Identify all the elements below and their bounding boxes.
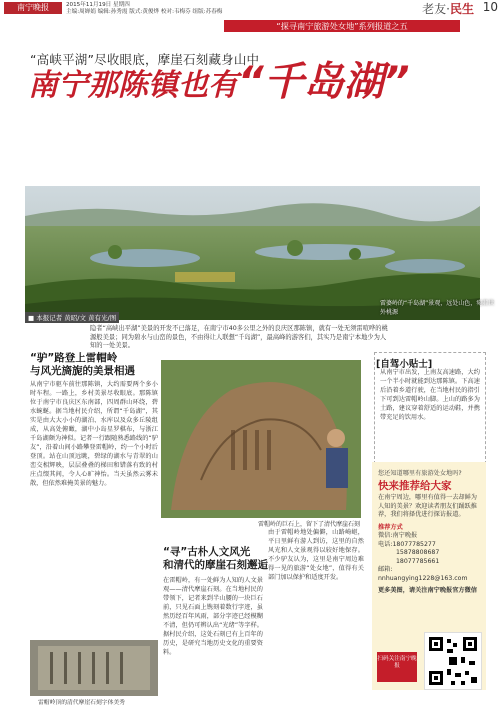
tips-body: 从南宁市出发，上南友高速路，大约一个半小时就能到达那陈镇。下高速后沿着乡道行驶，在当地村民的指引下可到达雷帽岭山脚。上山的路多为土路，建议穿着舒适的运动鞋，并携带充足的饮用水。 xyxy=(380,369,480,421)
stone-carving-photo xyxy=(30,640,158,696)
phone-1: 18077785277 xyxy=(392,540,436,548)
qr-code-graphic xyxy=(425,633,481,689)
section-1-subtitle: 与风光旖旎的美景相遇 xyxy=(30,365,135,377)
series-banner: “探寻南宁旅游处女地”系列报道之五 xyxy=(224,20,460,32)
qr-code-icon xyxy=(424,632,482,690)
section-1-title: “驴”路登上雷帽岭 xyxy=(30,352,118,364)
main-photo-caption: 雷婆岭的“千岛湖”景观，远处山色，宛若世外桃源 xyxy=(380,300,495,316)
section-name: 民生 xyxy=(449,2,474,16)
phone-2: 15878808687 xyxy=(396,549,440,556)
byline: ■ 本报记者 黄昭/文 黄有光/图 xyxy=(25,312,119,323)
recommend-question: 您还知道哪里有旅游处女地吗? xyxy=(378,470,462,477)
phone-3: 18077785661 xyxy=(396,557,440,565)
recommend-weixin: 微信:南宁晚报 xyxy=(378,532,418,539)
rock-inscription-photo xyxy=(161,360,361,518)
stone-illustration xyxy=(30,640,158,696)
tips-title: [自驾小贴士] xyxy=(376,359,433,370)
title-part-1: 南宁那陈镇也有 xyxy=(28,68,238,103)
mail-address: nnhuangying1228@163.com xyxy=(378,574,468,582)
stone-photo-caption: 雷帽岭顶的清代摩崖石刻字体美秀 xyxy=(38,700,125,706)
recommend-phone-row xyxy=(378,541,482,550)
recommend-text: 在南宁周边，哪里有值得一去却鲜为人知的美景？欢迎读者朋友们踊跃推荐，我们将择优进行探访报道。 xyxy=(378,494,477,518)
newspaper-logo: 南宁晚报 xyxy=(4,2,62,14)
qr-label: 扫码关注南宁晚报 xyxy=(377,652,417,682)
page-number: 10 xyxy=(482,0,498,14)
recommend-method-label: 推荐方式 xyxy=(378,523,403,531)
issue-meta: 2015年11月19日 星期四 主编:周婵娟 编辑:孙秀霞 版式:黄俊烨 校对:韦梅芬 组版:苏春梅 xyxy=(66,2,223,15)
section-label xyxy=(422,0,474,17)
rock-photo-caption: 雷帽岭的巨石上，留下了清代摩崖石刻 xyxy=(258,521,361,528)
recommend-body xyxy=(378,494,482,596)
section-prefix: 老友· xyxy=(422,2,450,16)
article-kicker: “高峡平湖”尽收眼底，摩崖石刻藏身山中 xyxy=(30,52,260,67)
section-1-heading xyxy=(30,352,158,378)
mail-label: 邮箱: xyxy=(378,566,393,573)
lead-paragraph: 隐者“高峡出平湖”美景的开发不已落足，在南宁市40多公里之外的良庆区那陈镇，就有一处无须雷喧哗的桃源般美景；同为碧水与山峦的景色，不由得让人联想“千岛湖”，最高峰的游客们，其实乃是南宁本地少为人知的一处美景。 xyxy=(90,325,388,349)
phone-label: 电话: xyxy=(378,540,393,548)
section-2-body-continued: 由于雷帽岭地处偏僻，山路崎岖，平日里鲜有游人到访，这里的自然风光和人文景观得以较好地保存。不少驴友认为，这里是南宁周边难得一见的旅游“处女地”，值得有关部门加以保护和适度开发。 xyxy=(268,529,364,581)
section-2-title: “寻”古朴人文风光 xyxy=(163,546,251,558)
section-2-body: 在雷帽岭，有一处鲜为人知的人文景观——清代摩崖石刻。在当地村民的带领下，记者来到半山腰的一块巨石前，只见石面上镌刻着数行字迹，虽然历经百年风雨，部分字迹已经模糊不清，但仍可辨认出“光绪”等字样。据村民介绍，这处石刻已有上百年的历史，是研究当地历史文化的重要资料。 xyxy=(163,577,263,656)
recommend-footer: 更多美图，请关注南宁晚报官方微信 xyxy=(378,587,477,594)
rock-illustration xyxy=(161,360,361,518)
section-2-subtitle: 和清代的摩崖石刻邂逅 xyxy=(163,559,268,571)
title-part-2: “千岛湖” xyxy=(238,59,410,105)
section-1-body: 从南宁市驱车前往那陈镇，大约需要两个多小时车程。一路上，乡村美景尽收眼底。那陈镇位于南宁市良庆区东南部，四周群山环绕，碧水蜿蜒。据当地村民介绍，所谓“千岛湖”，其实是由大大小小的湖泊、水库以及众多丘陵组成，从高处俯瞰，湖中小岛星罗棋布，与浙江千岛湖颇为神似。记者一行跟随熟悉路线的“驴友”，沿着山间小路攀登雷帽岭，约一个小时后登顶。站在山顶远眺，碧绿的湖水与青翠的山峦交相辉映，层层叠叠的梯田和错落有致的村庄点缀其间，令人心旷神怡。当天虽然云雾未散，但依然难掩美景的魅力。 xyxy=(30,381,158,487)
recommend-headline: 快来推荐给大家 xyxy=(378,480,452,492)
